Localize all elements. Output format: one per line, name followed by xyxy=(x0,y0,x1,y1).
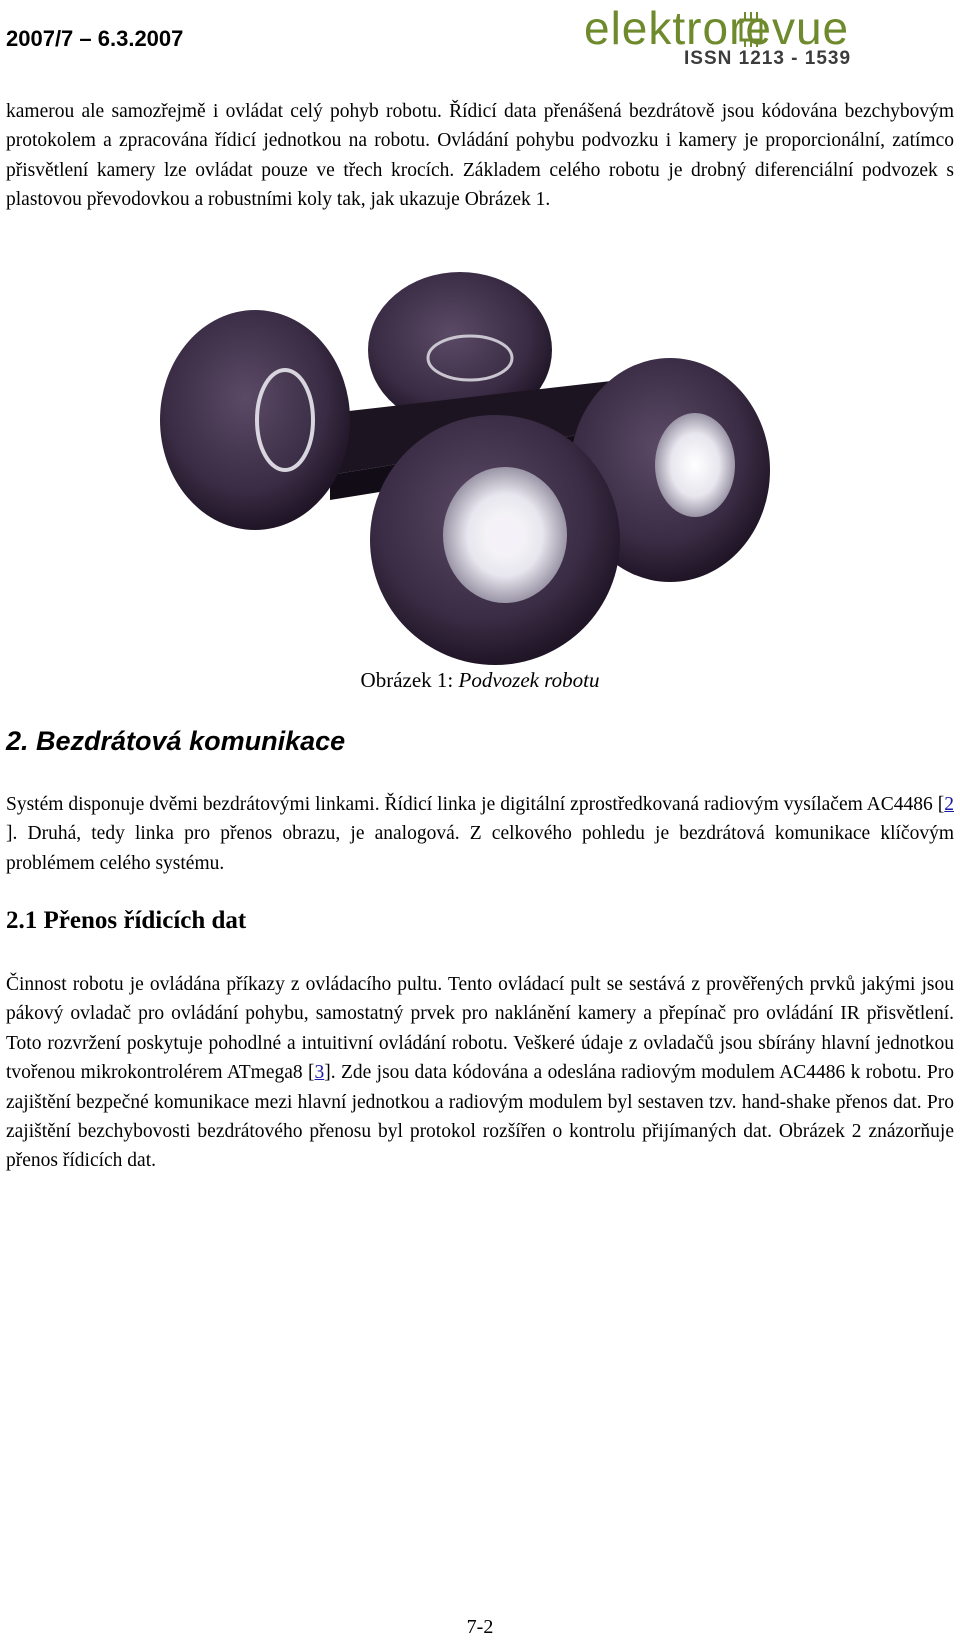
section-heading-2: 2. Bezdrátová komunikace xyxy=(6,726,346,756)
issue-date: 2007/7 – 6.3.2007 xyxy=(6,26,184,51)
section-2-1-paragraph: Činnost robotu je ovládána příkazy z ovládacího pultu. Tento ovládací pult se sestává z prověřených prvků jakými jsou pákový ovladač pro ovládání pohybu, samostatný prvek pro naklánění kamery a přepínač pro ovládání IR přisvětlení. Toto rozvržení poskytuje pohodlné a intuitivní ovládání robotu. Veškeré údaje z ovladačů jsou sbírány hlavní jednotkou tvořenou mikrokontrolérem ATmega8 [3]. Zde jsou data kódována a odeslána radiovým modulem AC4486 k robotu. Pro zajištění bezpečné komunikace mezi hlavní jednotkou a radiovým modulem byl sestaven tzv. hand-shake přenos dat. Pro zajištění bezchybovosti bezdrátového přenosu byl protokol rozšířen o kontrolu přijímaných dat. Obrázek 2 znázorňuje přenos řídicích dat. xyxy=(6,974,954,1172)
figure-caption xyxy=(0,668,960,693)
section-heading-2-1: 2.1 Přenos řídicích dat xyxy=(6,907,247,934)
page-number: 7-2 xyxy=(466,1616,494,1638)
left-tire xyxy=(160,310,350,530)
caption-title: Podvozek robotu xyxy=(458,668,600,692)
reference-link-3[interactable]: 3 xyxy=(314,1062,325,1084)
logo-wordmark: elektrorevue xyxy=(584,2,850,54)
issn-label: ISSN 1213 - 1539 xyxy=(684,48,852,69)
robot-chassis-photo xyxy=(150,270,800,670)
intro-paragraph: kamerou ale samozřejmě i ovládat celý pohyb robotu. Řídicí data přenášená bezdrátově jsou kódována bezchybovým protokolem a zpracována řídicí jednotkou na robotu. Ovládání pohybu podvozku i kamery je proporcionální, zatímco přisvětlení kamery lze ovládat pouze ve třech krocích. Základem celého robotu je drobný diferenciální podvozek s plastovou převodovkou a robustními koly tak, jak ukazuje Obrázek 1. xyxy=(6,101,954,211)
front-tire xyxy=(370,415,620,665)
elektrorevue-logo xyxy=(584,4,954,70)
chip-icon xyxy=(734,8,768,48)
section-2-paragraph: Systém disponuje dvěmi bezdrátovými linkami. Řídicí linka je digitální zprostředkovaná radiovým vysílačem AC4486 [2 ]. Druhá, tedy linka pro přenos obrazu, je analogová. Z celkového pohledu je bezdrátová komunikace klíčovým problémem celého systému. xyxy=(6,794,954,874)
caption-prefix: Obrázek 1: xyxy=(360,668,459,692)
reference-link-2[interactable]: 2 xyxy=(944,794,954,815)
